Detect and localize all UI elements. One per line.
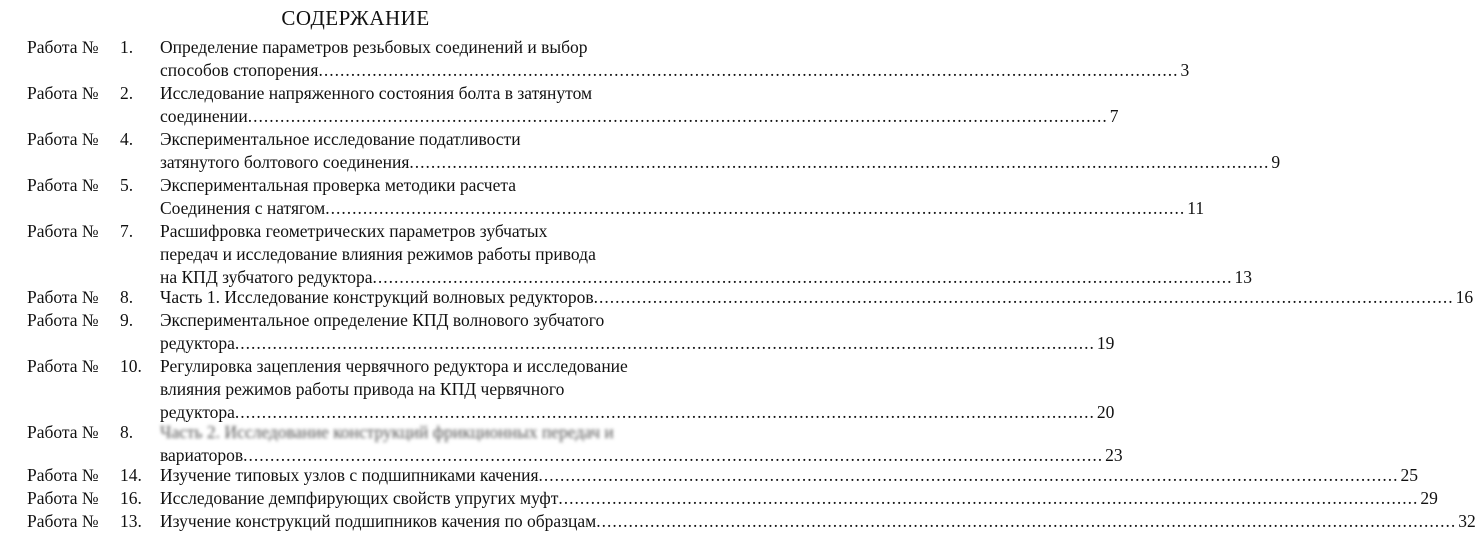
entry-title-line: Экспериментальное определение КПД волнового зубчатого [160, 310, 605, 330]
work-number: 8. [120, 422, 134, 442]
work-label: Работа № [27, 83, 99, 103]
dot-leader: ................................................................................................................................................................ [593, 287, 1454, 307]
entry-title [160, 464, 1418, 487]
work-number: 9. [120, 310, 134, 330]
entry-title-line: Изучение конструкций подшипников качения по образцам [160, 511, 597, 531]
entry-title-line: влияния режимов работы привода на КПД червячного [160, 379, 565, 399]
entry-title-line: затянутого болтового соединения [160, 152, 410, 172]
entry-last-line [160, 59, 1190, 82]
work-label: Работа № [27, 488, 99, 508]
work-number: 10. [120, 356, 142, 376]
entry-title-line: передач и исследование влияния режимов работы привода [160, 244, 596, 264]
entry-title-line: Расшифровка геометрических параметров зубчатых [160, 221, 548, 241]
entry-title [160, 174, 1205, 220]
entry-title-line: Часть 2. Исследование конструкций фрикционных передач и [160, 422, 614, 442]
work-label: Работа № [27, 287, 99, 307]
page-number[interactable]: 7 [1109, 106, 1119, 126]
dot-leader: ................................................................................................................................................................ [243, 445, 1104, 465]
work-label: Работа № [27, 129, 99, 149]
work-number: 4. [120, 129, 134, 149]
entry-last-line [160, 105, 1119, 128]
dot-leader: ................................................................................................................................................................ [409, 152, 1270, 172]
dot-leader: ................................................................................................................................................................ [538, 465, 1399, 485]
entry-title-line: способов стопорения [160, 60, 319, 80]
work-label: Работа № [27, 465, 99, 485]
work-label: Работа № [27, 356, 99, 376]
entry-title [160, 487, 1438, 510]
entry-title-line: на КПД зубчатого редуктора [160, 267, 373, 287]
entry-last-line [160, 332, 1115, 355]
entry-title [160, 309, 1115, 355]
entry-title [160, 220, 1252, 289]
entry-title [160, 421, 1123, 467]
page-number[interactable]: 11 [1187, 198, 1205, 218]
entry-title-line: Регулировка зацепления червячного редуктора и исследование [160, 356, 628, 376]
work-label: Работа № [27, 422, 99, 442]
entry-last-line [160, 464, 1418, 487]
work-number: 13. [120, 511, 142, 531]
work-label: Работа № [27, 175, 99, 195]
page-number[interactable]: 3 [1180, 60, 1190, 80]
entry-title-line: вариаторов [160, 445, 244, 465]
work-number: 16. [120, 488, 142, 508]
dot-leader: ................................................................................................................................................................ [372, 267, 1233, 287]
page-number[interactable]: 29 [1420, 488, 1438, 508]
entry-title-line: Определение параметров резьбовых соединений и выбор [160, 37, 588, 57]
entry-title-line: Исследование демпфирующих свойств упругих муфт [160, 488, 559, 508]
entry-last-line [160, 151, 1281, 174]
work-number: 8. [120, 287, 134, 307]
work-number: 14. [120, 465, 142, 485]
entry-last-line [160, 510, 1476, 533]
work-number: 7. [120, 221, 134, 241]
work-label: Работа № [27, 221, 99, 241]
work-label: Работа № [27, 310, 99, 330]
dot-leader: ................................................................................................................................................................ [318, 60, 1179, 80]
dot-leader: ................................................................................................................................................................ [325, 198, 1186, 218]
work-number: 2. [120, 83, 134, 103]
entry-last-line [160, 286, 1474, 309]
entry-title [160, 286, 1474, 309]
page-number[interactable]: 19 [1096, 333, 1115, 353]
work-label: Работа № [27, 511, 99, 531]
entry-title-line: Соединения с натягом [160, 198, 326, 218]
page-number[interactable]: 25 [1400, 465, 1418, 485]
work-number: 1. [120, 37, 134, 57]
entry-title-line: Экспериментальная проверка методики расчета [160, 175, 516, 195]
dot-leader: ................................................................................................................................................................ [558, 488, 1419, 508]
entry-title [160, 36, 1190, 82]
entry-last-line [160, 487, 1438, 510]
dot-leader: ................................................................................................................................................................ [234, 402, 1095, 422]
dot-leader: ................................................................................................................................................................ [596, 511, 1457, 531]
page-number[interactable]: 32 [1458, 511, 1476, 531]
entry-title-line: редуктора [160, 333, 235, 353]
page-title: СОДЕРЖАНИЕ [281, 6, 430, 30]
dot-leader: ................................................................................................................................................................ [247, 106, 1108, 126]
page-number[interactable]: 23 [1105, 445, 1123, 465]
dot-leader: ................................................................................................................................................................ [234, 333, 1095, 353]
page-number[interactable]: 13 [1234, 267, 1252, 287]
entry-title [160, 82, 1119, 128]
entry-title-line: Часть 1. Исследование конструкций волновых редукторов [160, 287, 594, 307]
entry-title-line: соединении [160, 106, 248, 126]
entry-last-line [160, 197, 1205, 220]
work-number: 5. [120, 175, 134, 195]
entry-title-line: Исследование напряженного состояния болта в затянутом [160, 83, 593, 103]
entry-title-line: редуктора [160, 402, 235, 422]
page-number[interactable]: 16 [1455, 287, 1474, 307]
entry-title [160, 510, 1476, 533]
entry-title-line: Экспериментальное исследование податливости [160, 129, 521, 149]
work-label: Работа № [27, 37, 99, 57]
entry-title-line: Изучение типовых узлов с подшипниками качения [160, 465, 539, 485]
entry-title [160, 128, 1281, 174]
page-number[interactable]: 9 [1271, 152, 1281, 172]
page-number[interactable]: 20 [1096, 402, 1115, 422]
entry-title [160, 355, 1115, 424]
